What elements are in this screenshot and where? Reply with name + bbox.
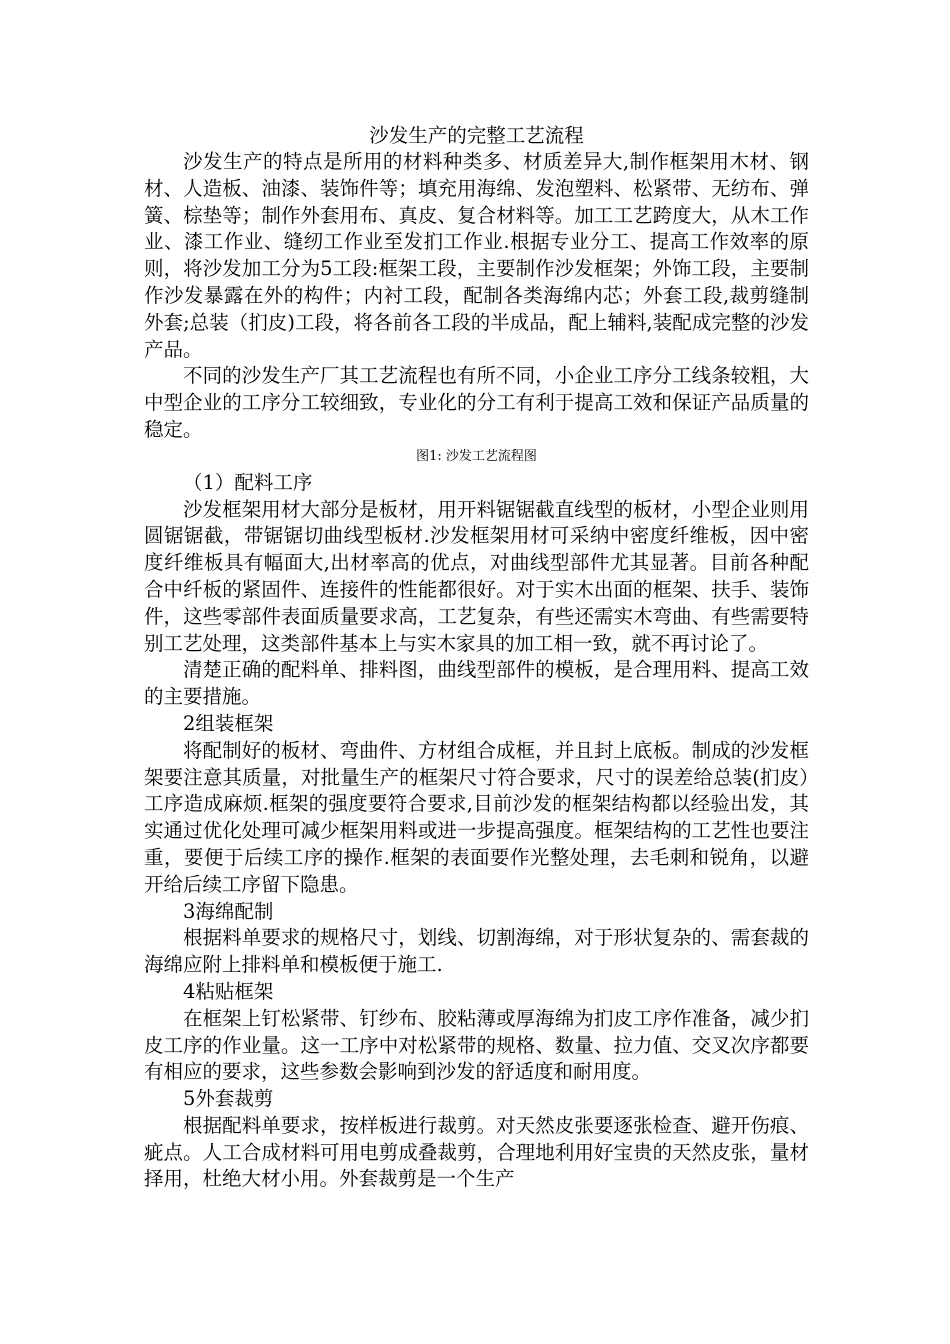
section-heading-4: 4粘贴框架 xyxy=(183,979,274,1003)
section-5-paragraph-1: 根据配料单要求，按样板进行裁剪。对天然皮张要逐张检查、避开伤痕、疵点。人工合成材料可用电剪成叠裁剪，合理地利用好宝贵的天然皮张，量材择用，杜绝大材小用。外套裁剪是一个生产 xyxy=(144,1113,809,1191)
document-title: 沙发生产的完整工艺流程 xyxy=(369,124,584,147)
figure-caption: 图1: 沙发工艺流程图 xyxy=(416,448,537,464)
section-4-paragraph-1: 在框架上钉松紧带、钉纱布、胶粘薄或厚海绵为扪皮工序作准备，减少扪皮工序的作业量。这一工序中对松紧带的规格、数量、拉力值、交叉次序都要有相应的要求，这些参数会影响到沙发的舒适度和耐用度。 xyxy=(144,1006,809,1084)
section-1-paragraph-1: 沙发框架用材大部分是板材，用开料锯锯截直线型的板材，小型企业则用圆锯锯截，带锯锯切曲线型板材.沙发框架用材可采纳中密度纤维板，因中密度纤维板具有幅面大,出材率高的优点，对曲线型部件尤其显著。目前各种配合中纤板的紧固件、连接件的性能都很好。对于实木出面的框架、扶手、装饰件，这些零部件表面质量要求高，工艺复杂，有些还需实木弯曲、有些需要特别工艺处理，这类部件基本上与实木家具的加工相一致，就不再讨论了。 xyxy=(144,497,809,655)
section-3-paragraph-1: 根据料单要求的规格尺寸，划线、切割海绵，对于形状复杂的、需套裁的海绵应附上排料单和模板便于施工. xyxy=(144,926,809,977)
section-2-paragraph-1: 将配制好的板材、弯曲件、方材组合成框，并且封上底板。制成的沙发框架要注意其质量，对批量生产的框架尺寸符合要求，尺寸的误差给总装(扪皮）工序造成麻烦.框架的强度要符合要求,目前沙发的框架结构都以经验出发，其实通过优化处理可减少框架用料或进一步提高强度。框架结构的工艺性也要注重，要便于后续工序的操作.框架的表面要作光整处理，去毛刺和锐角，以避开给后续工序留下隐患。 xyxy=(144,738,809,896)
section-heading-5: 5外套裁剪 xyxy=(183,1087,274,1111)
section-heading-1: （1）配料工序 xyxy=(183,470,313,494)
intro-paragraph-2: 不同的沙发生产厂其工艺流程也有所不同，小企业工序分工线条较粗，大中型企业的工序分工较细致，专业化的分工有利于提高工效和保证产品质量的稳定。 xyxy=(144,364,809,441)
section-1-paragraph-2: 清楚正确的配料单、排料图，曲线型部件的模板，是合理用料、提高工效的主要措施。 xyxy=(144,658,809,709)
intro-paragraph-1: 沙发生产的特点是所用的材料种类多、材质差异大,制作框架用木材、钢材、人造板、油漆、装饰件等；填充用海绵、发泡塑料、松紧带、无纺布、弹簧、棕垫等；制作外套用布、真皮、复合材料等。加工工艺跨度大，从木工作业、漆工作业、缝纫工作业至发扪工作业.根据专业分工、提高工作效率的原则，将沙发加工分为5工段:框架工段，主要制作沙发框架；外饰工段，主要制作沙发暴露在外的构件；内衬工段，配制各类海绵内芯；外套工段,裁剪缝制外套;总装（扪皮)工段，将各前各工段的半成品，配上辅料,装配成完整的沙发产品。 xyxy=(144,150,809,361)
document-page xyxy=(144,122,809,1193)
section-heading-2: 2组装框架 xyxy=(183,711,274,735)
section-heading-3: 3海绵配制 xyxy=(183,899,274,923)
